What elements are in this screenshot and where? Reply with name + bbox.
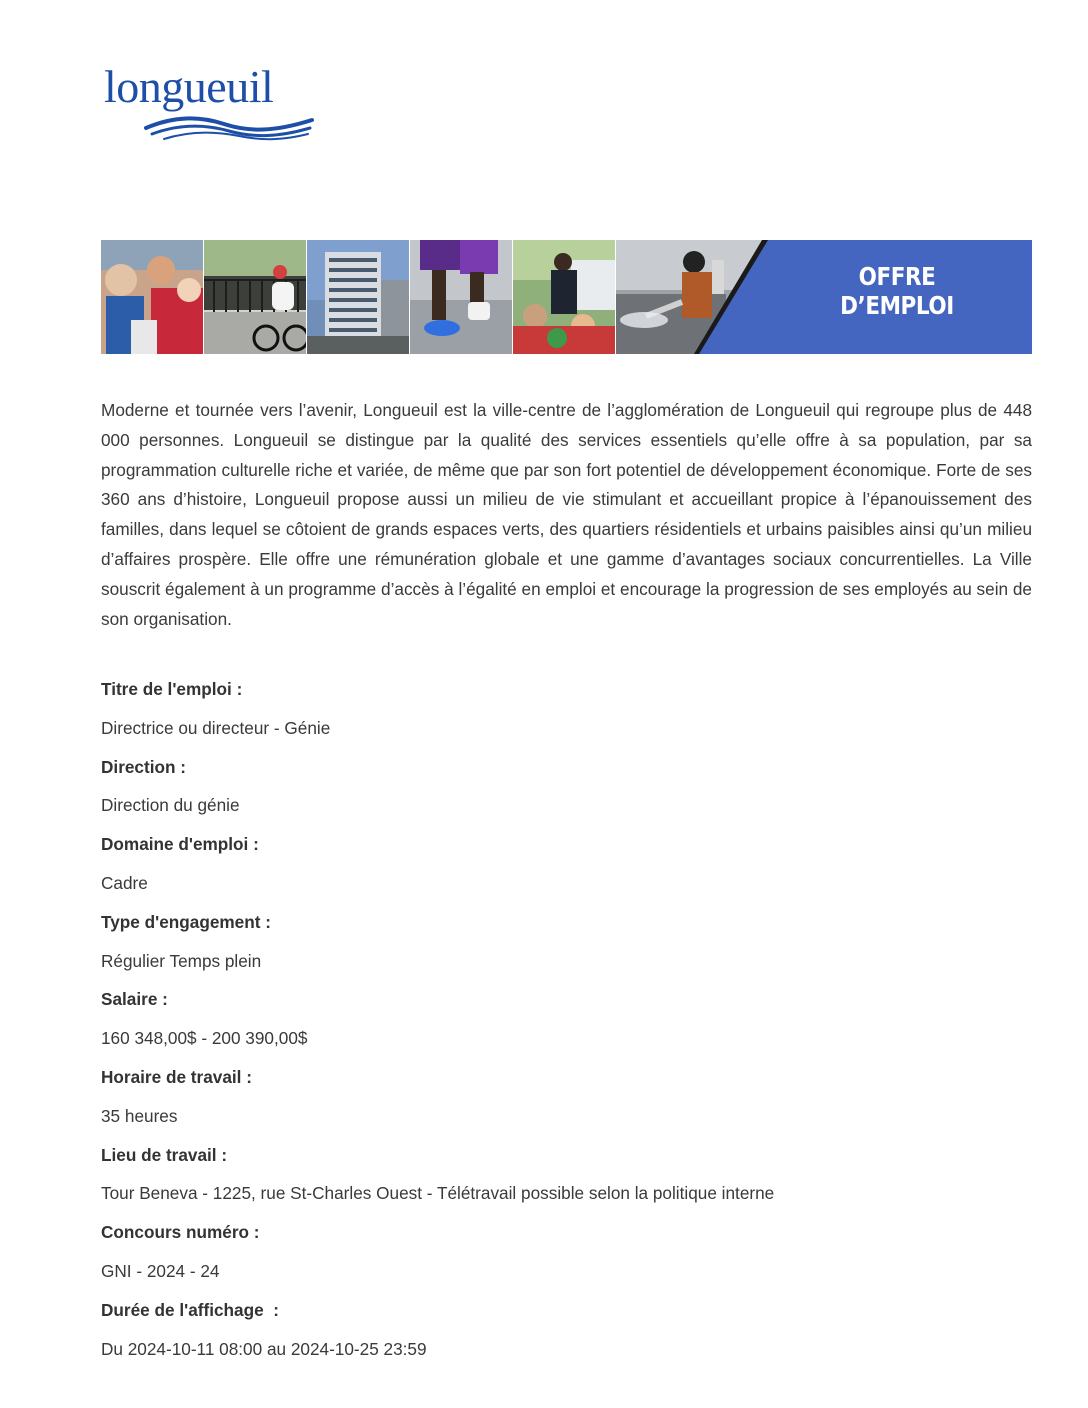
field-direction — [101, 752, 1032, 830]
field-value: Du 2024-10-11 08:00 au 2024-10-25 23:59 — [101, 1338, 427, 1359]
field-posting-duration — [101, 1295, 1032, 1373]
field-label: Durée de l'affichage : — [101, 1299, 279, 1320]
field-label: Titre de l'emploi : — [101, 679, 243, 699]
field-value: Direction du génie — [101, 795, 240, 816]
field-work-schedule — [101, 1062, 1032, 1140]
field-label: Horaire de travail : — [101, 1066, 252, 1087]
field-engagement-type — [101, 907, 1032, 985]
field-label: Concours numéro : — [101, 1222, 260, 1243]
banner-title: OFFRE D’EMPLOI — [840, 262, 954, 320]
field-job-title — [101, 674, 1032, 752]
field-value: Tour Beneva - 1225, rue St-Charles Ouest - Télétravail possible selon la politique interne — [101, 1183, 775, 1204]
logo-waves-icon — [144, 106, 314, 142]
field-label: Salaire : — [101, 989, 168, 1010]
field-value: Régulier Temps plein — [101, 950, 262, 971]
field-label: Domaine d'emploi : — [101, 834, 259, 855]
field-value: 35 heures — [101, 1105, 178, 1126]
field-salary — [101, 984, 1032, 1062]
field-label: Lieu de travail : — [101, 1144, 228, 1165]
field-competition-number — [101, 1217, 1032, 1295]
field-job-domain — [101, 829, 1032, 907]
field-value: GNI - 2024 - 24 — [101, 1260, 220, 1281]
header-banner — [101, 240, 1032, 354]
field-label: Direction : — [101, 756, 186, 777]
field-value: 160 348,00$ - 200 390,00$ — [101, 1028, 308, 1049]
field-work-location — [101, 1140, 1032, 1218]
longueuil-logo — [104, 62, 314, 144]
field-value: Cadre — [101, 872, 148, 893]
job-details — [101, 674, 1032, 1372]
logo-text: longueuil — [104, 61, 274, 112]
field-label: Type d'engagement : — [101, 911, 271, 932]
field-value: Directrice ou directeur - Génie — [101, 717, 331, 738]
intro-paragraph: Moderne et tournée vers l’avenir, Longueuil est la ville-centre de l’agglomération de Longueuil qui regroupe plus de 448 000 personnes. Longueuil se distingue par la qualité des services essentiels qu’elle offre à sa population, par sa programmation culturelle riche et variée, de même que par son fort potentiel de développement économique. Forte de ses 360 ans d’histoire, Longueuil propose aussi un milieu de vie stimulant et accueillant propice à l’épanouissement des familles, dans lequel se côtoient de grands espaces verts, des quartiers résidentiels et urbains paisibles ainsi qu’un milieu d’affaires prospère. Elle offre une rémunération globale et une gamme d’avantages sociaux concurrentielles. La Ville souscrit également à un programme d’accès à l’égalité en emploi et encourage la progression de ses employés au sein de son organisation. — [101, 400, 1032, 629]
